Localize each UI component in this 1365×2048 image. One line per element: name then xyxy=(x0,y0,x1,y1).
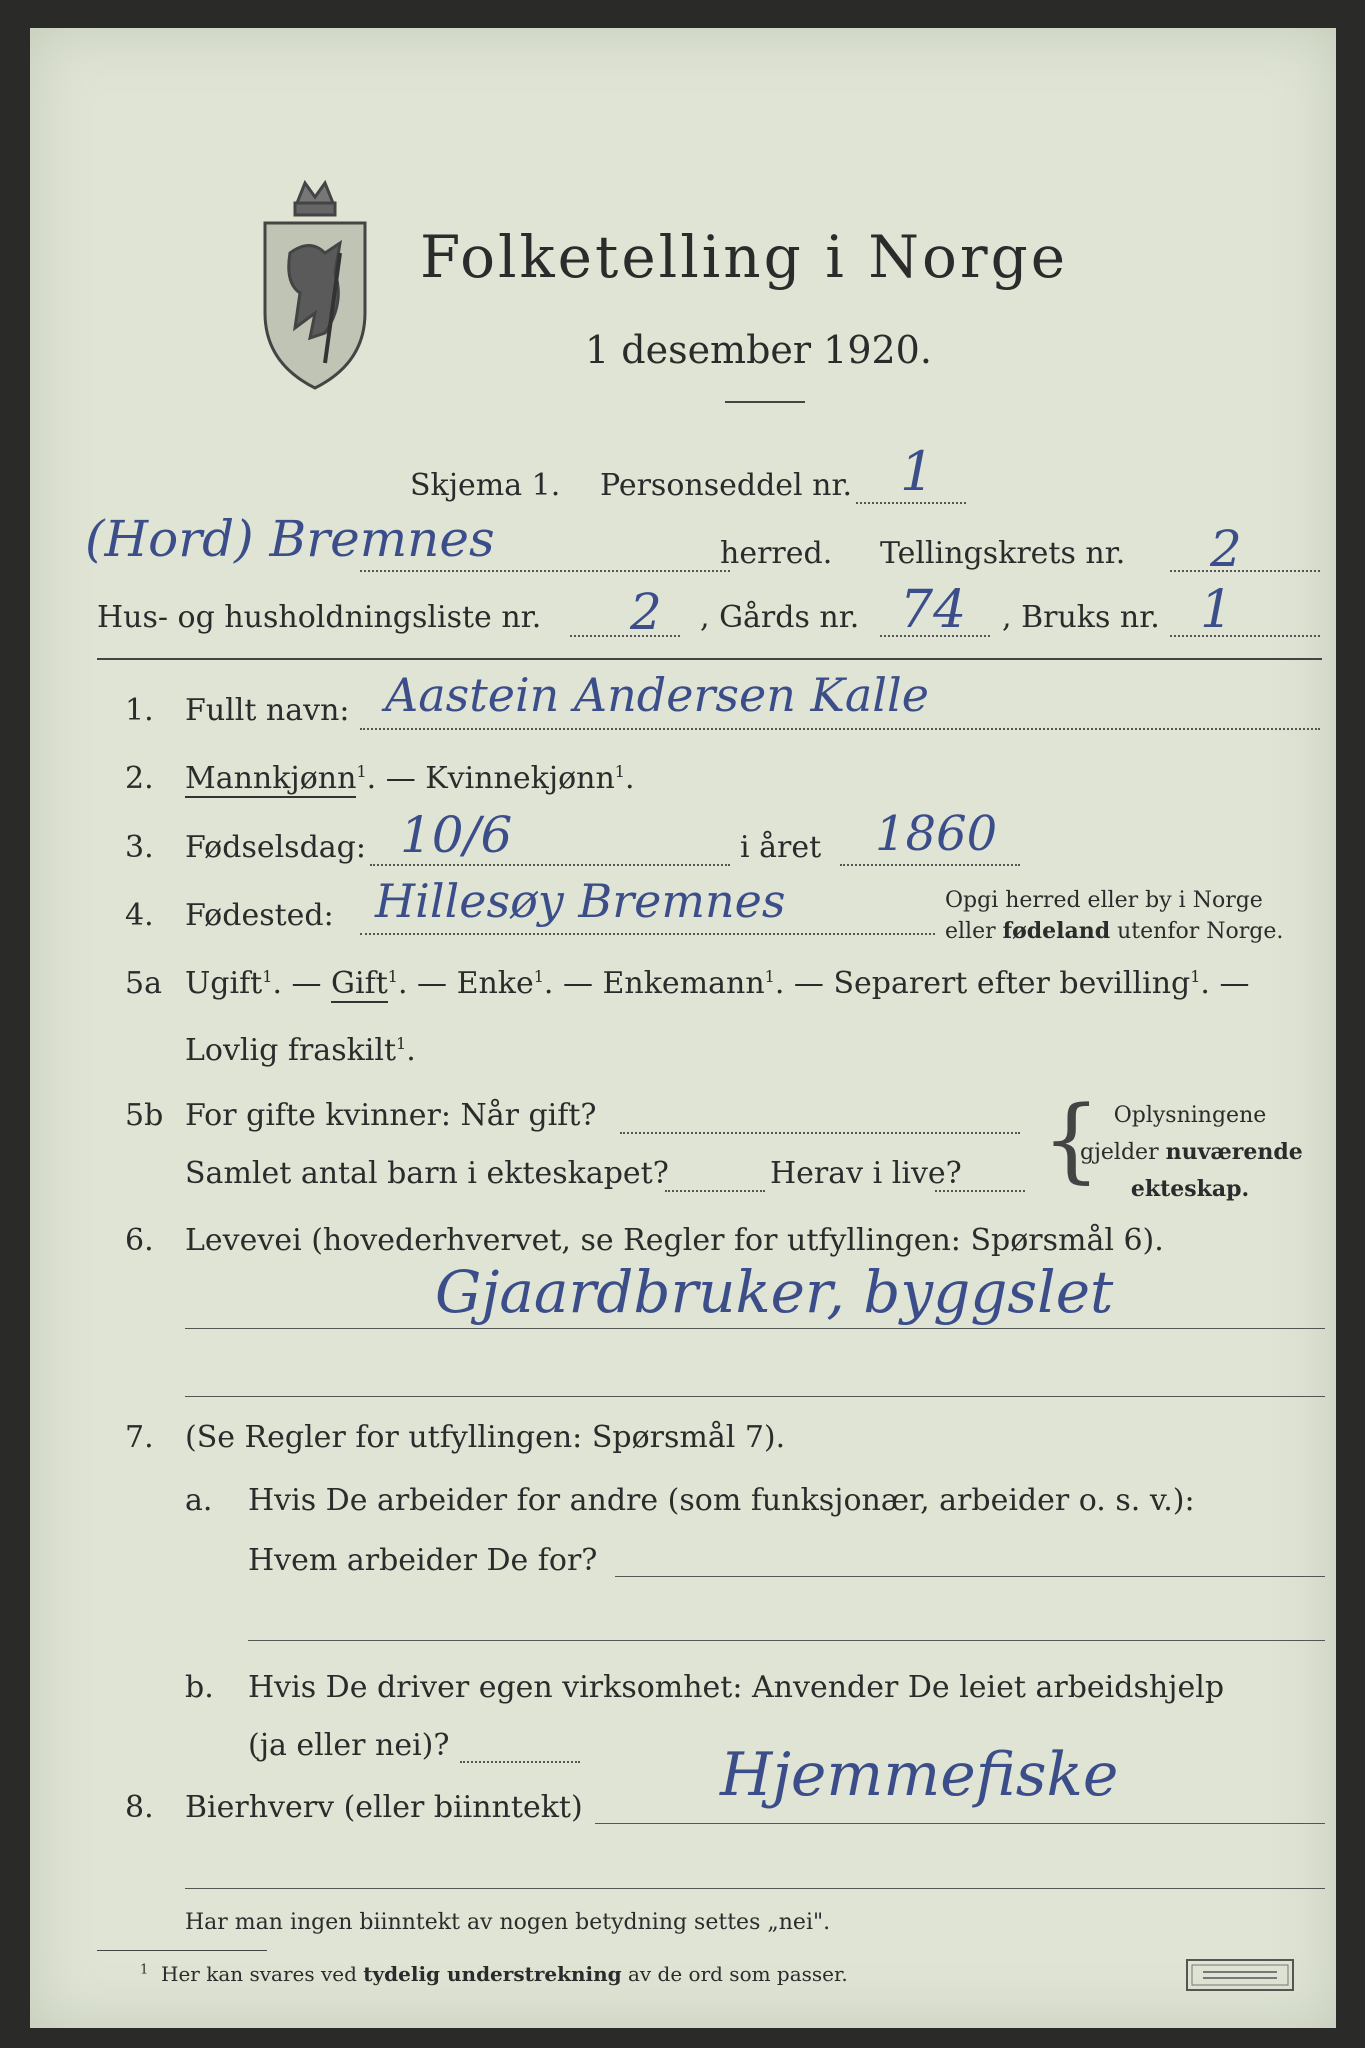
year-line xyxy=(840,864,1020,866)
q5a-number: 5a xyxy=(125,966,162,1001)
hired-help-line xyxy=(460,1761,580,1763)
gift-option: Gift xyxy=(331,966,388,1001)
employer-line-2 xyxy=(248,1640,1325,1641)
separert-option: Separert efter bevilling xyxy=(833,966,1191,1001)
birthday-value: 10/6 xyxy=(400,806,513,864)
q1-line xyxy=(360,728,1320,730)
separator: . — xyxy=(774,966,834,1001)
q2-number: 2. xyxy=(125,761,154,796)
q5b-note-1: Oplysningene xyxy=(1113,1103,1267,1128)
personseddel-label: Personseddel nr. xyxy=(600,468,853,503)
q5b-note-2b: nuværende xyxy=(1165,1139,1303,1165)
enke-option: Enke xyxy=(456,966,534,1001)
q3-label: Fødselsdag: xyxy=(185,830,366,865)
full-name-value: Aastein Andersen Kalle xyxy=(385,668,929,722)
footnote-divider xyxy=(97,1950,267,1951)
children-label: Samlet antal barn i ekteskapet? xyxy=(185,1156,669,1191)
ugift-option: Ugift xyxy=(185,966,263,1001)
footnote-b: tydelig understrekning xyxy=(363,1962,622,1986)
footnote-ref: 1 xyxy=(387,967,398,986)
side-income-line-2 xyxy=(185,1888,1325,1889)
employer-line xyxy=(615,1576,1325,1577)
separator: . — xyxy=(543,966,603,1001)
fraskilt-option-line xyxy=(185,1033,416,1068)
coat-of-arms-icon xyxy=(255,163,375,398)
q8-label: Bierhverv (eller biinntekt) xyxy=(185,1790,583,1825)
q2-sex-options xyxy=(185,761,635,796)
q8-number: 8. xyxy=(125,1790,154,1825)
q5b-label: For gifte kvinner: Når gift? xyxy=(185,1098,597,1133)
footnote-ref: 1 xyxy=(533,967,544,986)
herred-label: herred. xyxy=(720,536,833,571)
note-line-2b: fødeland xyxy=(1002,918,1111,944)
bruks-label: , Bruks nr. xyxy=(1002,600,1160,635)
fraskilt-option: Lovlig fraskilt xyxy=(185,1033,397,1068)
q5b-number: 5b xyxy=(125,1098,164,1133)
alive-line xyxy=(935,1190,1025,1192)
q7-number: 7. xyxy=(125,1420,154,1455)
tellingskrets-label: Tellingskrets nr. xyxy=(880,536,1126,571)
note-line-1: Opgi herred eller by i Norge xyxy=(945,888,1263,913)
personseddel-value: 1 xyxy=(900,440,935,503)
q6-label: Levevei (hovederhvervet, se Regler for utfyllingen: Spørsmål 6). xyxy=(185,1223,1164,1258)
q7a-number: a. xyxy=(185,1483,213,1518)
birthplace-line xyxy=(360,933,935,935)
occupation-value: Gjaardbruker, byggslet xyxy=(435,1258,1114,1326)
side-income-line xyxy=(595,1823,1325,1824)
herred-value: (Hord) Bremnes xyxy=(85,510,495,568)
q7a-label: Hvis De arbeider for andre (som funksjonær, arbeider o. s. v.): xyxy=(248,1483,1195,1518)
year-label: i året xyxy=(740,830,822,865)
separator: . — xyxy=(366,761,426,796)
q5b-note xyxy=(1080,1098,1303,1207)
children-line xyxy=(665,1190,765,1192)
occupation-line-2 xyxy=(185,1396,1325,1397)
q4-label: Fødested: xyxy=(185,898,334,933)
q1-label: Fullt navn: xyxy=(185,693,350,728)
note-line-2c: utenfor Norge. xyxy=(1110,919,1284,944)
footnote-ref: 1 xyxy=(356,762,367,781)
footnote xyxy=(140,1962,848,1986)
q1-number: 1. xyxy=(125,693,154,728)
q7b-label: Hvis De driver egen virksomhet: Anvender De leiet arbeidshjelp xyxy=(248,1670,1225,1705)
separator: . — xyxy=(272,966,332,1001)
q7-label: (Se Regler for utfyllingen: Spørsmål 7). xyxy=(185,1420,786,1455)
side-income-value: Hjemmefiske xyxy=(720,1740,1119,1810)
birth-year-value: 1860 xyxy=(875,806,998,862)
note-line-2a: eller xyxy=(945,919,1003,944)
header-divider xyxy=(97,658,1322,660)
census-date: 1 desember 1920. xyxy=(585,328,932,372)
male-option: Mannkjønn xyxy=(185,761,357,796)
hus-value: 2 xyxy=(630,583,662,641)
brace: { xyxy=(1042,1086,1101,1193)
q4-number: 4. xyxy=(125,898,154,933)
form-title: Folketelling i Norge xyxy=(420,223,1069,291)
footnote-ref: 1 xyxy=(1190,967,1201,986)
bruks-line xyxy=(1170,635,1320,637)
footnote-ref: 1 xyxy=(614,762,625,781)
footnote-mark: 1 xyxy=(140,1962,149,1978)
footnote-c: av de ord som passer. xyxy=(621,1962,848,1986)
female-option: Kvinnekjønn xyxy=(425,761,615,796)
footnote-a: Her kan svares ved xyxy=(161,1962,364,1986)
alive-label: Herav i live? xyxy=(770,1156,962,1191)
birthplace-value: Hillesøy Bremnes xyxy=(375,874,786,928)
bruks-value: 1 xyxy=(1200,580,1234,640)
birthplace-note xyxy=(945,886,1283,947)
separator: . — xyxy=(1200,966,1250,1001)
footer-note: Har man ingen biinntekt av nogen betydning settes „nei". xyxy=(185,1910,831,1935)
tellingskrets-line xyxy=(1170,570,1320,572)
tellingskrets-value: 2 xyxy=(1210,520,1242,578)
q5b-note-2a: gjelder xyxy=(1080,1140,1166,1165)
marital-options xyxy=(185,966,1250,1001)
q6-number: 6. xyxy=(125,1223,154,1258)
footnote-ref: 1 xyxy=(764,967,775,986)
skjema-label: Skjema 1. xyxy=(410,468,561,503)
gards-value: 74 xyxy=(900,580,967,640)
hus-line xyxy=(570,635,680,637)
stamp-icon xyxy=(1185,1958,1295,1992)
q7a-question: Hvem arbeider De for? xyxy=(248,1543,598,1578)
census-form-sheet xyxy=(30,28,1336,2028)
q7b-question: (ja eller nei)? xyxy=(248,1728,450,1763)
period: . xyxy=(624,761,635,796)
footnote-ref: 1 xyxy=(396,1034,407,1053)
separator: . — xyxy=(397,966,457,1001)
q7b-number: b. xyxy=(185,1670,214,1705)
period: . xyxy=(406,1033,416,1068)
gards-label: , Gårds nr. xyxy=(700,600,860,635)
q3-number: 3. xyxy=(125,830,154,865)
title-divider xyxy=(725,401,805,403)
birthday-line xyxy=(370,864,730,866)
footnote-ref: 1 xyxy=(262,967,273,986)
q5b-note-3: ekteskap. xyxy=(1130,1176,1250,1202)
hus-label: Hus- og husholdningsliste nr. xyxy=(97,600,542,635)
married-when-line xyxy=(620,1132,1020,1134)
herred-line xyxy=(360,570,730,572)
enkemann-option: Enkemann xyxy=(602,966,765,1001)
occupation-line xyxy=(185,1328,1325,1329)
